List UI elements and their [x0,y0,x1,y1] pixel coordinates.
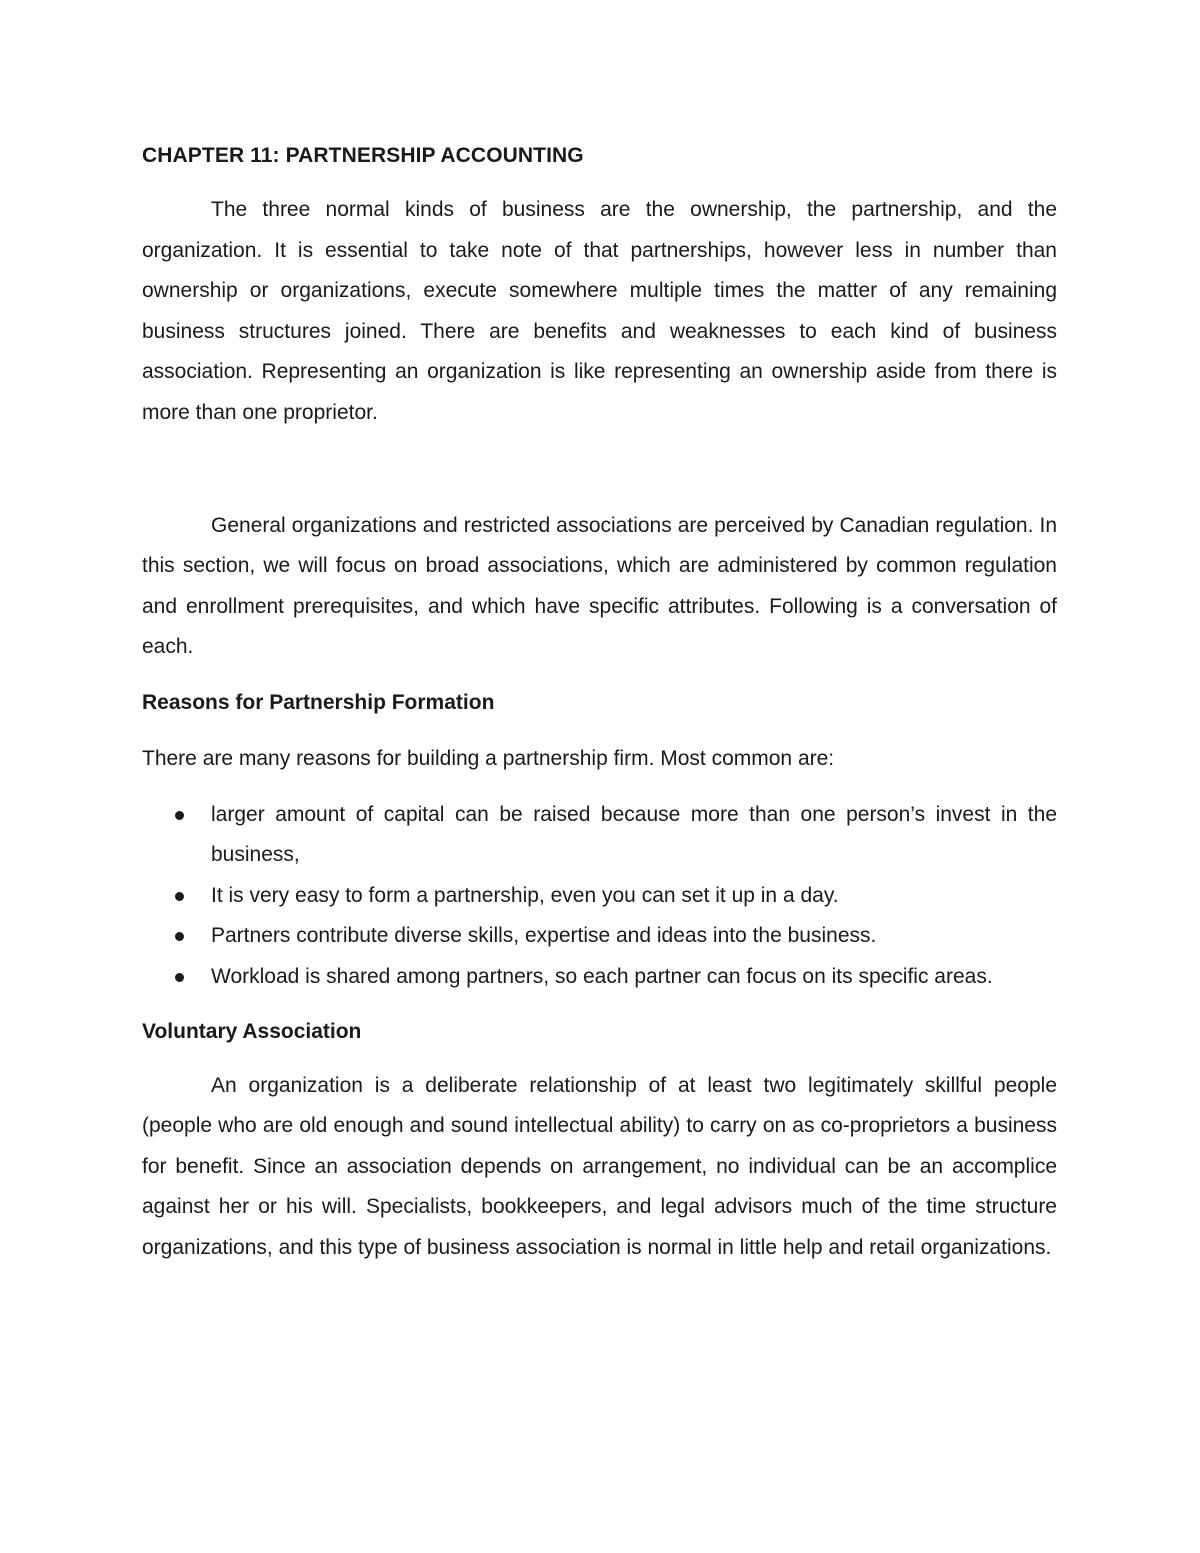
bullet-icon [175,892,184,901]
list-item [142,795,1057,876]
document-page [142,138,1057,1268]
list-item-text: Workload is shared among partners, so each partner can focus on its specific areas. [211,964,993,988]
voluntary-paragraph: An organization is a deliberate relationship of at least two legitimately skillful people (people who are old enough and sound intellectual ability) to carry on as co-proprietors a business for benefit. Since an association depends on arrangement, no individual can be an accomplice against her or his will. Specialists, bookkeepers, and legal advisors much of the time structure organizations, and this type of business association is normal in little help and retail organizations. [142,1073,1057,1259]
bullet-icon [175,932,184,941]
bullet-icon [175,811,184,820]
list-item-text: larger amount of capital can be raised because more than one person’s invest in the business, [211,802,1057,867]
list-item-text: Partners contribute diverse skills, expertise and ideas into the business. [211,924,877,948]
reasons-list [142,795,1057,998]
list-item [142,876,1057,917]
list-item-text: It is very easy to form a partnership, even you can set it up in a day. [211,883,839,907]
general-paragraph: General organizations and restricted associations are perceived by Canadian regulation. In this section, we will focus on broad associations, which are administered by common regulation and enrollment prerequisites, and which have specific attributes. Following is a conversation of each. [142,513,1057,659]
list-item [142,957,1057,998]
list-item [142,916,1057,957]
reasons-intro: There are many reasons for building a partnership firm. Most common are: [142,746,835,770]
voluntary-heading: Voluntary Association [142,1019,362,1043]
reasons-heading: Reasons for Partnership Formation [142,690,495,714]
intro-paragraph: The three normal kinds of business are the ownership, the partnership, and the organization. It is essential to take note of that partnerships, however less in number than ownership or organizations, execute somewhere multiple times the matter of any remaining business structures joined. There are benefits and weaknesses to each kind of business association. Representing an organization is like representing an ownership aside from there is more than one proprietor. [142,198,1057,424]
bullet-icon [175,973,184,982]
chapter-title: CHAPTER 11: PARTNERSHIP ACCOUNTING [142,144,584,167]
